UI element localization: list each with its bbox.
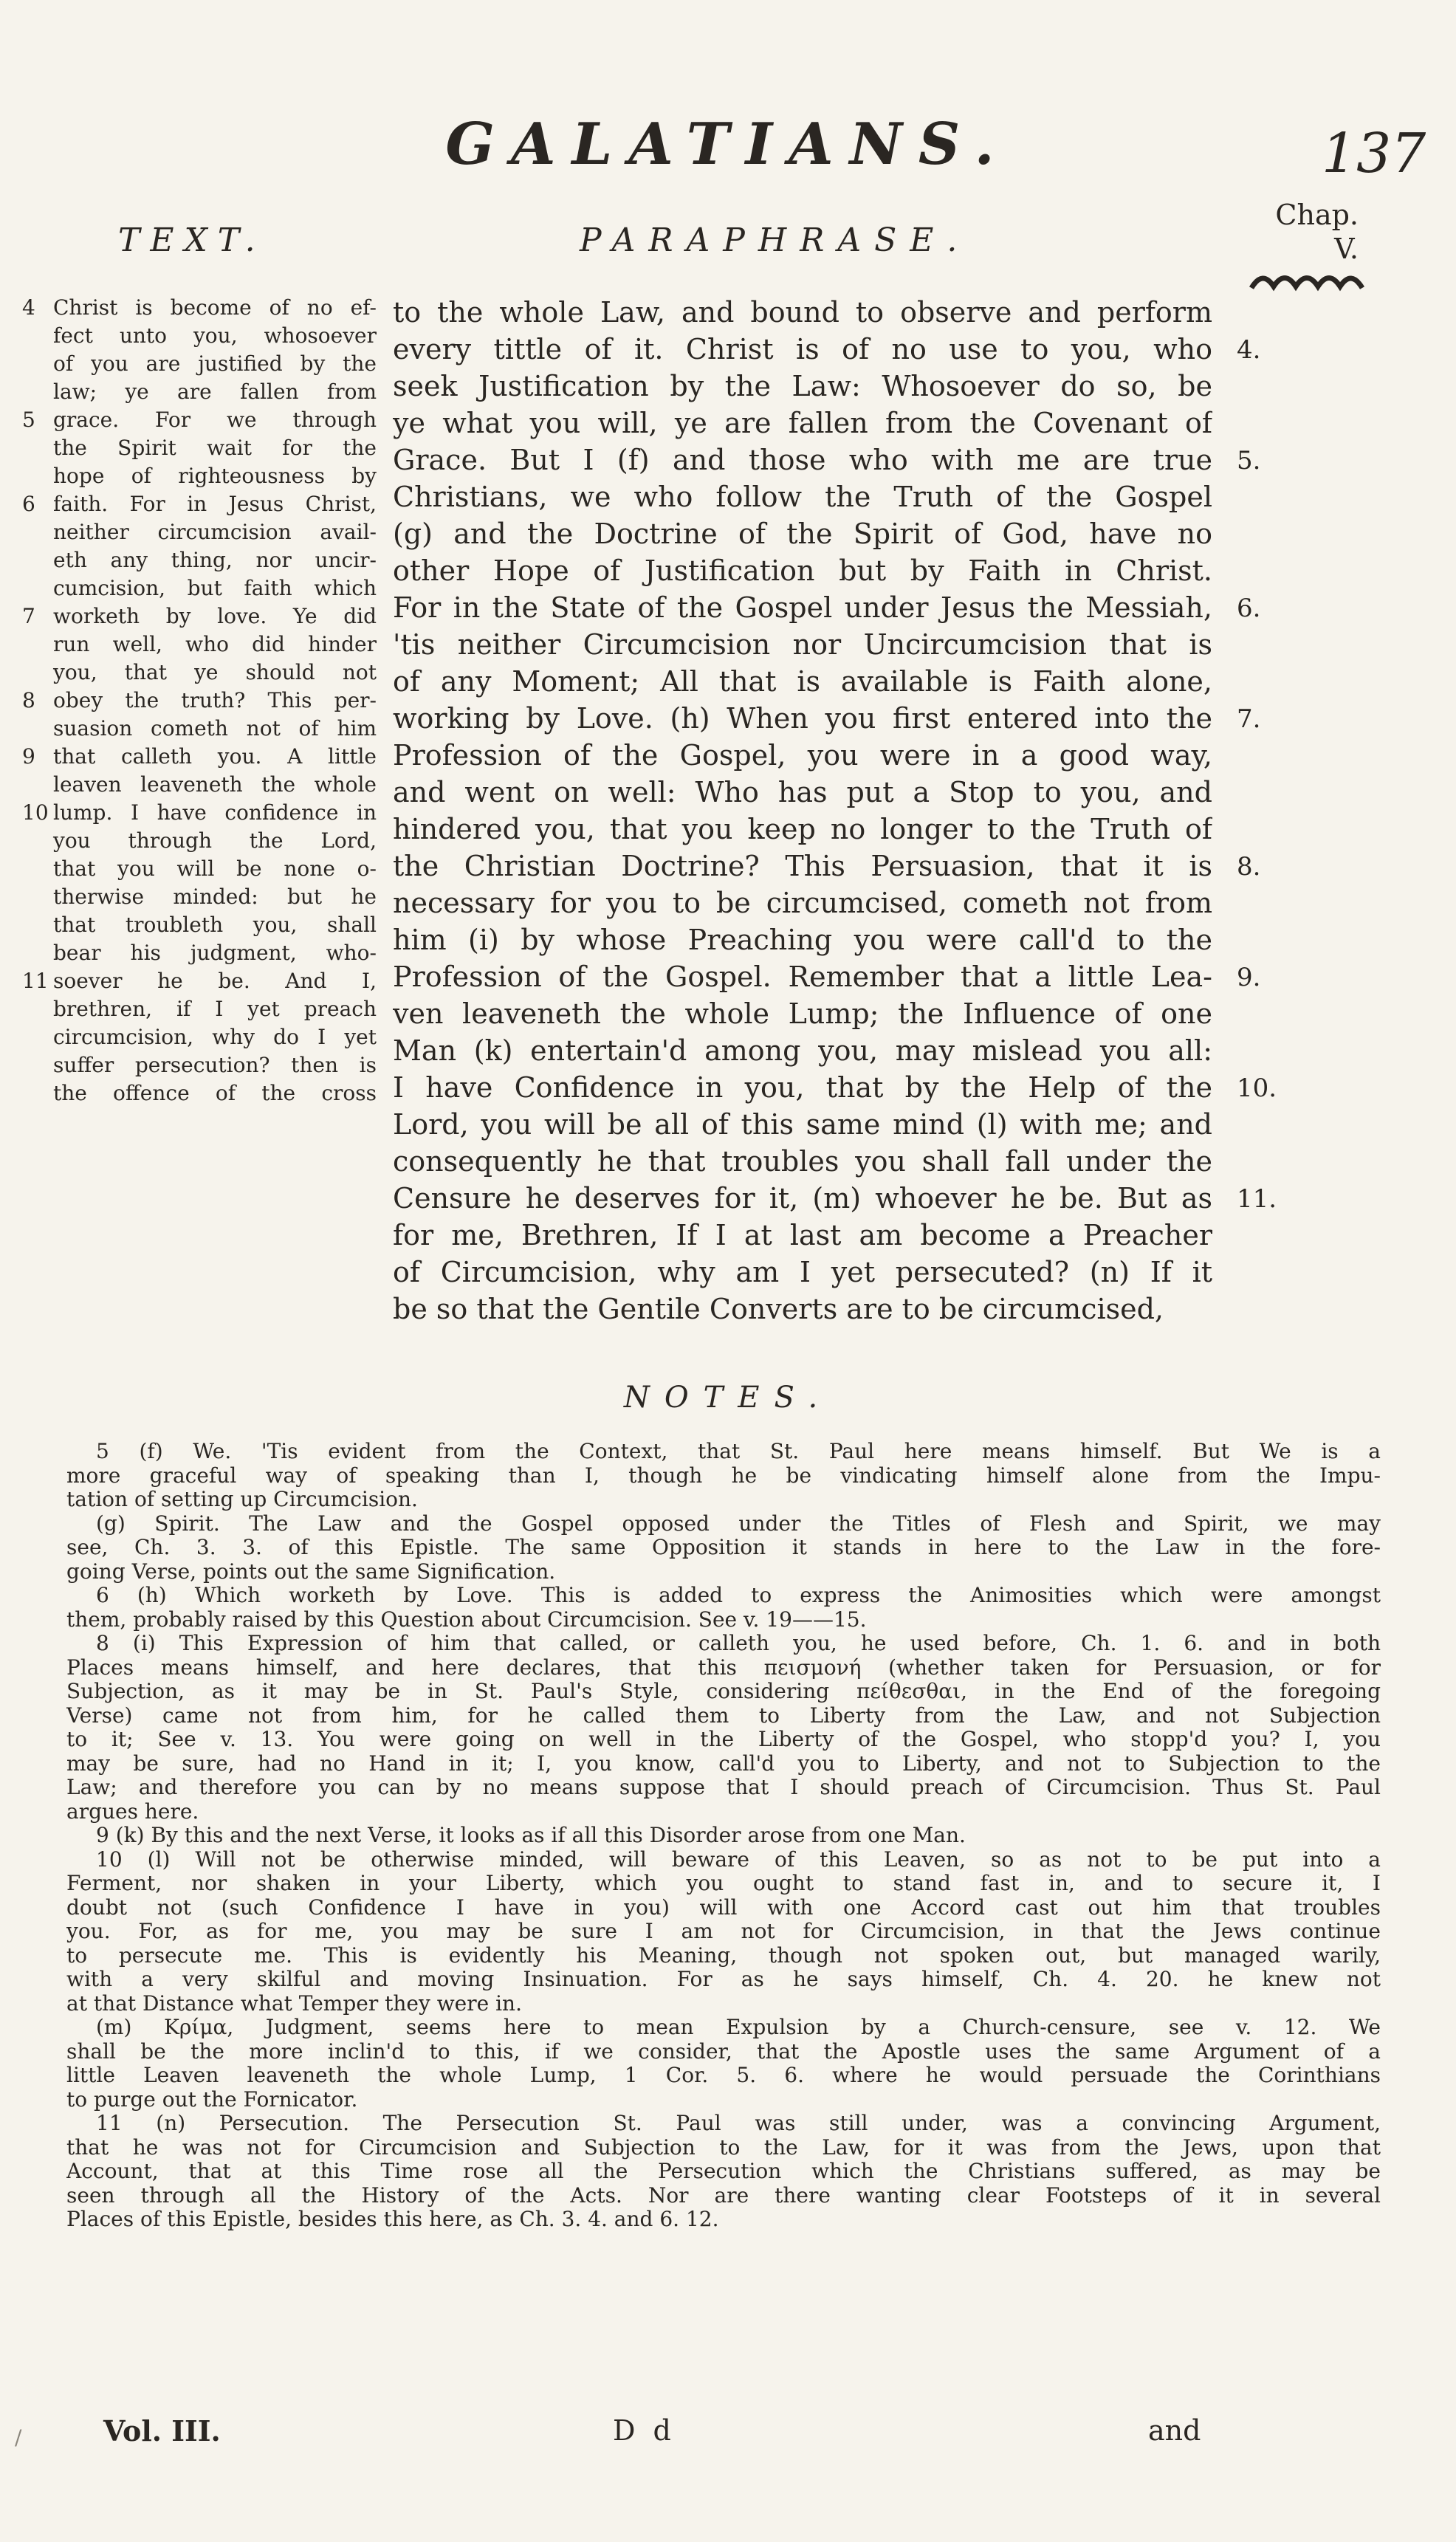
text-line-content: law; ye are fallen from <box>53 379 377 404</box>
note-line: shall be the more inclin'd to this, if we consider, that the Apostle uses the same Argument of a <box>66 2039 1381 2064</box>
text-line <box>22 799 377 827</box>
paraphrase-line: be so that the Gentile Converts are to be circumcised, <box>393 1293 1164 1325</box>
text-line <box>22 602 377 631</box>
text-line <box>22 715 377 743</box>
text-line-content: the offence of the cross <box>53 1081 377 1105</box>
text-line-content: run well, who did hinder <box>53 632 377 656</box>
text-line-content: that you will be none o- <box>53 856 377 881</box>
text-line-content: of you are justified by the <box>53 351 377 376</box>
paraphrase-column <box>393 294 1212 1327</box>
note-line: with a very skilful and moving Insinuation. For as he says himself, Ch. 4. 20. he knew not <box>66 1968 1381 1991</box>
footer-volume: Vol. III. <box>103 2414 221 2447</box>
paraphrase-line: every tittle of it. Christ is of no use to you, who <box>393 333 1212 365</box>
note-line: Subjection, as it may be in St. Paul's Style, considering πείθεσθαι, in the End of the foregoing <box>66 1680 1381 1703</box>
note-line: Places of this Epistle, besides this here, as Ch. 3. 4. and 6. 12. <box>66 2208 719 2231</box>
paraphrase-line: Profession of the Gospel. Remember that a little Lea- <box>393 961 1212 993</box>
note-line: Account, that at this Time rose all the Persecution which the Christians suffered, as may be <box>66 2160 1381 2183</box>
paraphrase-line: working by Love. (h) When you first entered into the <box>393 702 1212 735</box>
text-line-content: brethren, if I yet preach <box>53 997 377 1021</box>
text-line-content: faith. For in Jesus Christ, <box>53 492 377 516</box>
text-line <box>22 687 377 715</box>
text-line-content: you, that ye should not <box>53 660 377 684</box>
note-line: 9 (k) By this and the next Verse, it looks as if all this Disorder arose from one Man. <box>96 1824 966 1847</box>
paraphrase-line: Grace. But I (f) and those who with me are true <box>393 444 1212 476</box>
margin-verse-number: 4. <box>1237 335 1261 365</box>
paraphrase-line: ye what you will, ye are fallen from the Covenant of <box>393 407 1212 439</box>
text-line-content: leaven leaveneth the whole <box>53 772 377 797</box>
paraphrase-line: 'tis neither Circumcision nor Uncircumcision that is <box>393 628 1212 661</box>
text-line <box>22 434 377 462</box>
note-line: 5 (f) We. 'Tis evident from the Context, that St. Paul here means himself. But We is a <box>96 1440 1381 1463</box>
column-heading-text: TEXT. <box>118 221 266 259</box>
paraphrase-line: Christians, we who follow the Truth of the Gospel <box>393 481 1212 513</box>
text-line <box>22 1051 377 1079</box>
paraphrase-line: of any Moment; All that is available is Faith alone, <box>393 665 1212 698</box>
text-line-content: suasion cometh not of him <box>53 716 377 741</box>
paraphrase-line: (g) and the Doctrine of the Spirit of God, have no <box>393 518 1212 550</box>
note-line: 10 (l) Will not be otherwise minded, will beware of this Leaven, so as not to be put into a <box>96 1847 1381 1872</box>
note-line: to it; See v. 13. You were going on well in the Liberty of the Gospel, who stopp'd you? I, you <box>66 1728 1381 1751</box>
paraphrase-line: Profession of the Gospel, you were in a good way, <box>393 739 1212 772</box>
footer-catchword: and <box>1148 2414 1201 2447</box>
page-number: 137 <box>1322 122 1426 185</box>
note-line: may be sure, had no Hand in it; I, you know, call'd you to Liberty, and not to Subjection to the <box>66 1751 1381 1776</box>
verse-number: 4 <box>22 295 35 320</box>
note-line: them, probably raised by this Question about Circumcision. See v. 19——15. <box>66 1607 867 1632</box>
note-line: Places means himself, and here declares, that this πεισμονή (whether taken for Persuasion, or for <box>66 1655 1381 1680</box>
chapter-label-text: Chap. <box>1275 199 1359 231</box>
note-line: doubt not (such Confidence I have in you) will with one Accord cast out him that troubles <box>66 1895 1381 1920</box>
text-line <box>22 631 377 659</box>
scripture-text-column <box>22 294 377 1107</box>
verse-number: 6 <box>22 492 35 516</box>
text-line-content: circumcision, why do I yet <box>53 1025 377 1049</box>
text-line <box>22 659 377 687</box>
text-line <box>22 490 377 518</box>
text-line-content: Christ is become of no ef- <box>53 295 377 320</box>
text-line-content: lump. I have confidence in <box>53 800 377 825</box>
note-line: 6 (h) Which worketh by Love. This is added to express the Animosities which were amongst <box>96 1584 1381 1607</box>
text-line <box>22 546 377 574</box>
text-line-content: you through the Lord, <box>53 828 377 853</box>
paraphrase-line: I have Confidence in you, that by the Help of the <box>393 1071 1212 1104</box>
margin-verse-number: 6. <box>1237 594 1261 623</box>
notes-section <box>66 1440 1381 2232</box>
note-line: that he was not for Circumcision and Subjection to the Law, for it was from the Jews, upon that <box>66 2135 1381 2160</box>
text-line-content: soever he be. And I, <box>53 969 377 993</box>
edge-mark: / <box>15 2425 22 2450</box>
margin-verse-number: 11. <box>1237 1184 1277 1214</box>
text-line-content: suffer persecution? then is <box>53 1053 377 1077</box>
note-line: you. For, as for me, you may be sure I am not for Circumcision, in that the Jews continue <box>66 1920 1381 1943</box>
paraphrase-line: for me, Brethren, If I at last am become a Preacher <box>393 1219 1212 1251</box>
chapter-label <box>1211 198 1359 266</box>
notes-heading: NOTES. <box>623 1381 833 1415</box>
text-line <box>22 1079 377 1107</box>
note-line: Law; and therefore you can by no means suppose that I should preach of Circumcision. Thus St. Paul <box>66 1776 1381 1799</box>
note-line: seen through all the History of the Acts. Nor are there wanting clear Footsteps of it in several <box>66 2183 1381 2208</box>
running-title: GALATIANS. <box>445 111 1011 178</box>
text-line-content: obey the truth? This per- <box>53 688 377 712</box>
text-line-content: the Spirit wait for the <box>53 436 377 460</box>
text-line <box>22 462 377 490</box>
note-line: little Leaven leaveneth the whole Lump, 1 Cor. 5. 6. where he would persuade the Corinthians <box>66 2064 1381 2087</box>
paraphrase-line: Lord, you will be all of this same mind (l) with me; and <box>393 1108 1212 1141</box>
text-line <box>22 406 377 434</box>
note-line: (g) Spirit. The Law and the Gospel opposed under the Titles of Flesh and Spirit, we may <box>96 1511 1381 1536</box>
note-line: Ferment, nor shaken in your Liberty, which you ought to stand fast in, and to secure it, I <box>66 1872 1381 1895</box>
text-line <box>22 322 377 350</box>
text-line <box>22 294 377 322</box>
paraphrase-line: For in the State of the Gospel under Jesus the Messiah, <box>393 591 1212 624</box>
footer-signature: D d <box>613 2414 676 2447</box>
paraphrase-line: the Christian Doctrine? This Persuasion, that it is <box>393 850 1212 882</box>
text-line-content: bear his judgment, who- <box>53 941 377 965</box>
text-line-content: cumcision, but faith which <box>53 576 377 600</box>
verse-number: 10 <box>22 800 49 825</box>
text-line <box>22 574 377 602</box>
text-line <box>22 995 377 1023</box>
text-line-content: therwise minded: but he <box>53 884 377 909</box>
paraphrase-line: hindered you, that you keep no longer to the Truth of <box>393 813 1212 845</box>
verse-number: 5 <box>22 408 35 432</box>
paraphrase-line: Censure he deserves for it, (m) whoever he be. But as <box>393 1182 1212 1215</box>
paraphrase-line: seek Justification by the Law: Whosoever do so, be <box>393 370 1212 402</box>
note-line: (m) Κρίμα, Judgment, seems here to mean Expulsion by a Church-censure, see v. 12. We <box>96 2016 1381 2039</box>
note-line: see, Ch. 3. 3. of this Epistle. The same Opposition it stands in here to the Law in the fore- <box>66 1536 1381 1559</box>
note-line: to purge out the Fornicator. <box>66 2087 358 2112</box>
text-line-content: that calleth you. A little <box>53 744 377 769</box>
margin-verse-number: 10. <box>1237 1074 1277 1103</box>
text-line-content: grace. For we through <box>53 408 377 432</box>
column-heading-paraphrase: PARAPHRASE. <box>580 221 971 259</box>
note-line: 11 (n) Persecution. The Persecution St. Paul was still under, was a convincing Argument, <box>96 2112 1381 2135</box>
note-line: going Verse, points out the same Signification. <box>66 1559 556 1584</box>
text-line <box>22 1023 377 1051</box>
verse-number: 7 <box>22 604 35 628</box>
note-line: Verse) came not from him, for he called them to Liberty from the Law, and not Subjection <box>66 1703 1381 1728</box>
text-line <box>22 939 377 967</box>
note-line: more graceful way of speaking than I, though he be vindicating himself alone from the Impu- <box>66 1463 1381 1488</box>
margin-verse-number: 5. <box>1237 446 1261 475</box>
paraphrase-line: necessary for you to be circumcised, cometh not from <box>393 887 1212 919</box>
paraphrase-line: to the whole Law, and bound to observe and perform <box>393 296 1212 329</box>
text-line <box>22 883 377 911</box>
text-line <box>22 855 377 883</box>
paraphrase-line: other Hope of Justification but by Faith in Christ. <box>393 554 1212 587</box>
text-line-content: neither circumcision avail- <box>53 520 377 544</box>
verse-number: 11 <box>22 969 49 993</box>
verse-number: 8 <box>22 688 35 712</box>
text-line <box>22 350 377 378</box>
margin-verse-number: 8. <box>1237 852 1261 882</box>
text-line-content: that troubleth you, shall <box>53 913 377 937</box>
paraphrase-line: him (i) by whose Preaching you were call'd to the <box>393 924 1212 956</box>
note-line: to persecute me. This is evidently his Meaning, though not spoken out, but managed warily, <box>66 1943 1381 1968</box>
text-line-content: hope of righteousness by <box>53 464 377 488</box>
text-line <box>22 378 377 406</box>
text-line-content: fect unto you, whosoever <box>53 323 377 348</box>
ornament-flourish-icon <box>1248 266 1366 295</box>
paraphrase-line: Man (k) entertain'd among you, may mislead you all: <box>393 1034 1212 1067</box>
paraphrase-line: and went on well: Who has put a Stop to you, and <box>393 776 1212 808</box>
paraphrase-line: consequently he that troubles you shall fall under the <box>393 1145 1212 1178</box>
text-line-content: eth any thing, nor uncir- <box>53 548 377 572</box>
note-line: argues here. <box>66 1799 199 1824</box>
note-line: at that Distance what Temper they were in. <box>66 1991 522 2016</box>
text-line <box>22 827 377 855</box>
text-line <box>22 771 377 799</box>
note-line: 8 (i) This Expression of him that called, or calleth you, he used before, Ch. 1. 6. and in both <box>96 1632 1381 1655</box>
text-line <box>22 518 377 546</box>
note-line: tation of setting up Circumcision. <box>66 1488 418 1511</box>
verse-number: 9 <box>22 744 35 769</box>
text-line-content: worketh by love. Ye did <box>53 604 377 628</box>
text-line <box>22 911 377 939</box>
text-line <box>22 743 377 771</box>
text-line <box>22 967 377 995</box>
margin-verse-number: 9. <box>1237 963 1261 992</box>
chapter-number: V. <box>1334 233 1359 265</box>
margin-verse-number: 7. <box>1237 704 1261 734</box>
paraphrase-line: ven leaveneth the whole Lump; the Influence of one <box>393 997 1212 1030</box>
paraphrase-line: of Circumcision, why am I yet persecuted? (n) If it <box>393 1256 1212 1288</box>
